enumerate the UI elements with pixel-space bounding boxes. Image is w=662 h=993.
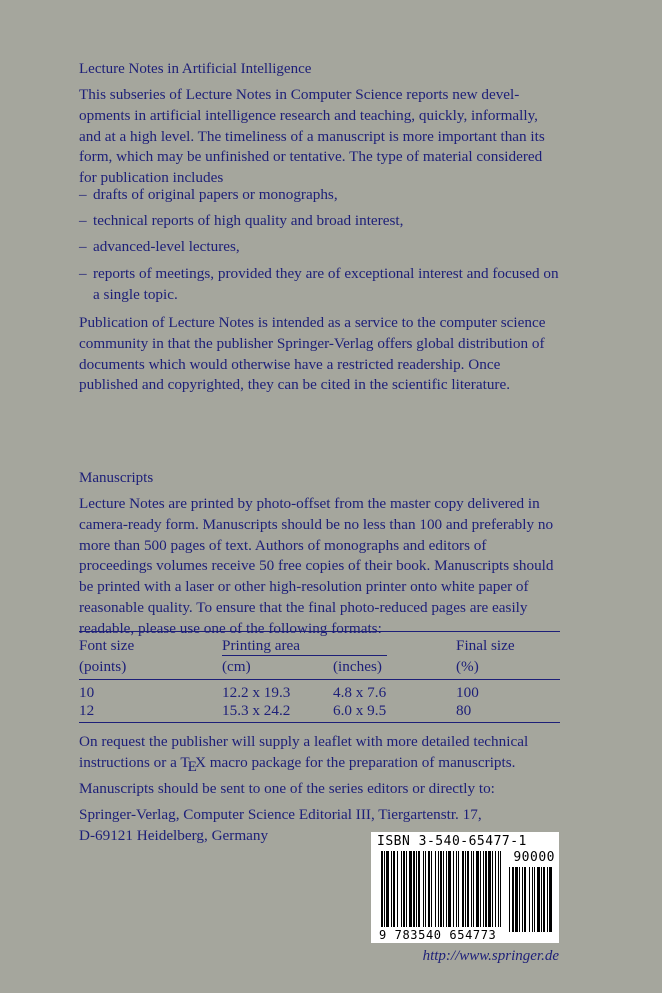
tex-t: T <box>180 753 190 771</box>
body-line: more than 500 pages of text. Authors of monographs and editors of <box>79 536 487 554</box>
intro-paragraph <box>79 85 560 189</box>
barcode-bar <box>471 851 472 927</box>
addon-bar <box>534 867 535 932</box>
barcode-bar <box>416 851 417 927</box>
bullet-dash: – <box>79 212 87 229</box>
body-line: Lecture Notes are printed by photo-offset from the master copy delivered in <box>79 495 540 512</box>
barcode-bar <box>406 851 407 927</box>
send-line: Manuscripts should be sent to one of the series editors or directly to: <box>79 780 495 797</box>
barcode-bar <box>440 851 442 927</box>
barcode-bar <box>448 851 451 927</box>
intro-line: and at a high level. The timeliness of a manuscript is more important than its <box>79 127 545 145</box>
barcode-bar <box>435 851 436 927</box>
barcode-addon-text: 90000 <box>513 850 555 865</box>
table-header-font-size: Font size <box>79 637 135 654</box>
table-subheader-percent: (%) <box>456 658 479 675</box>
request-text: instructions or a <box>79 753 181 771</box>
barcode-bar <box>492 851 493 927</box>
ean-text: 9 783540 654773 <box>379 928 497 942</box>
barcode-bar <box>393 851 395 927</box>
addon-bar <box>524 867 526 932</box>
barcode-bar <box>462 851 464 927</box>
bullet-dash: – <box>79 186 87 203</box>
table-subheader-inches: (inches) <box>333 658 382 675</box>
barcode-bar <box>495 851 496 927</box>
barcode-bar <box>391 851 392 927</box>
closing-line: published and copyrighted, they can be cited in the scientific literature. <box>79 376 511 394</box>
table-header-rule <box>79 679 560 680</box>
intro-line: for publication includes <box>79 169 224 187</box>
tex-e: E <box>187 757 197 775</box>
tex-logo <box>180 753 206 775</box>
table-cell: 4.8 x 7.6 <box>333 684 387 701</box>
intro-line: form, which may be unfinished or tentative. The type of material considered <box>79 148 543 166</box>
body-line: readable, please use one of the following formats: <box>79 619 382 637</box>
addon-bar <box>543 867 545 932</box>
table-subheader-cm: (cm) <box>222 658 251 675</box>
barcode-bar <box>423 851 424 927</box>
barcode-bar <box>483 851 484 927</box>
body-line: be printed with a laser or other high-resolution printer onto white paper of <box>79 578 529 596</box>
table-cell: 100 <box>456 684 479 701</box>
barcode-bar <box>381 851 383 927</box>
table-header-printing-area: Printing area <box>222 637 301 654</box>
table-subheader-points: (points) <box>79 658 127 675</box>
barcode-bar <box>473 851 474 927</box>
bullet-text: technical reports of high quality and broad interest, <box>93 212 404 229</box>
body-line: camera-ready form. Manuscripts should be no less than 100 and preferably no <box>79 515 554 533</box>
printing-area-rule <box>222 655 387 656</box>
barcode-bar <box>476 851 479 927</box>
table-cell: 12 <box>79 702 95 719</box>
intro-line: opments in artificial intelligence research and teaching, quickly, informally, <box>79 106 538 124</box>
barcode-bar <box>409 851 412 927</box>
barcode-bar <box>418 851 420 927</box>
barcode-bar <box>500 851 501 927</box>
addon-bar <box>512 867 514 932</box>
barcode-bar <box>386 851 389 927</box>
bullet-text: drafts of original papers or monographs, <box>93 186 338 203</box>
list-item <box>79 211 560 232</box>
barcode-bar <box>458 851 459 927</box>
tex-x: X <box>194 753 206 771</box>
table-header-final-size: Final size <box>456 637 515 654</box>
request-line <box>79 753 560 774</box>
list-item <box>79 264 560 306</box>
bullet-text: reports of meetings, provided they are of exceptional interest and focused on <box>93 265 559 282</box>
barcode-bar <box>446 851 447 927</box>
intro-line: This subseries of Lecture Notes in Computer Science reports new devel- <box>79 86 520 103</box>
manuscripts-paragraph <box>79 494 560 640</box>
request-line: On request the publisher will supply a leaflet with more detailed technical <box>79 733 529 750</box>
barcode-bar <box>413 851 415 927</box>
bullet-text: advanced-level lectures, <box>93 238 240 255</box>
bullet-text-block <box>93 264 560 306</box>
barcode-bar <box>401 851 402 927</box>
barcode-bar <box>498 851 499 927</box>
barcode-bar <box>397 851 398 927</box>
addon-bar <box>547 867 548 932</box>
body-line: reasonable quality. To ensure that the final photo-reduced pages are easily <box>79 598 528 616</box>
publisher-url[interactable]: http://www.springer.de <box>422 948 559 964</box>
bullet-text: a single topic. <box>93 285 178 303</box>
table-cell: 80 <box>456 702 472 719</box>
barcode-bar <box>453 851 454 927</box>
body-line: proceedings volumes receive 50 free copies of their book. Manuscripts should <box>79 557 554 575</box>
table-cell: 12.2 x 19.3 <box>222 684 291 701</box>
barcode-bar <box>485 851 487 927</box>
addon-bar <box>519 867 520 932</box>
closing-line: Publication of Lecture Notes is intended as a service to the computer science <box>79 314 546 331</box>
barcode-bar <box>438 851 439 927</box>
table-bottom-rule <box>79 722 560 723</box>
address-line: Springer-Verlag, Computer Science Editorial III, Tiergartenstr. 17, <box>79 806 482 823</box>
barcode-bar <box>384 851 385 927</box>
barcode-bar <box>480 851 481 927</box>
table-cell: 6.0 x 9.5 <box>333 702 387 719</box>
request-text: macro package for the preparation of manuscripts. <box>205 753 516 771</box>
list-item <box>79 185 560 206</box>
addon-bar <box>522 867 523 932</box>
list-item <box>79 237 560 258</box>
barcode-bar <box>425 851 426 927</box>
bullet-dash: – <box>79 265 87 282</box>
addon-bar <box>509 867 510 932</box>
table-top-rule <box>79 631 560 632</box>
addon-bar <box>549 867 552 932</box>
barcode-bar <box>403 851 405 927</box>
address-line: D-69121 Heidelberg, Germany <box>79 826 269 844</box>
addon-bar <box>541 867 542 932</box>
barcode-bar <box>443 851 444 927</box>
barcode-bar <box>428 851 430 927</box>
table-cell: 15.3 x 24.2 <box>222 702 291 719</box>
closing-line: community in that the publisher Springer-Verlag offers global distribution of <box>79 334 545 352</box>
barcode-bar <box>431 851 432 927</box>
series-heading: Lecture Notes in Artificial Intelligence <box>79 61 312 77</box>
addon-bar <box>515 867 518 932</box>
table-cell: 10 <box>79 684 95 701</box>
bullet-dash: – <box>79 238 87 255</box>
manuscripts-heading: Manuscripts <box>79 470 154 486</box>
isbn-text: ISBN 3-540-65477-1 <box>377 834 527 849</box>
barcode-bar <box>467 851 469 927</box>
addon-bar <box>537 867 540 932</box>
request-paragraph <box>79 732 560 774</box>
addon-bar <box>529 867 530 932</box>
closing-line: documents which would otherwise have a restricted readership. Once <box>79 355 501 373</box>
closing-paragraph <box>79 313 560 396</box>
barcode-bars <box>371 832 559 943</box>
barcode-bar <box>456 851 457 927</box>
addon-bar <box>532 867 533 932</box>
barcode <box>371 832 559 943</box>
barcode-bar <box>465 851 466 927</box>
barcode-bar <box>488 851 491 927</box>
